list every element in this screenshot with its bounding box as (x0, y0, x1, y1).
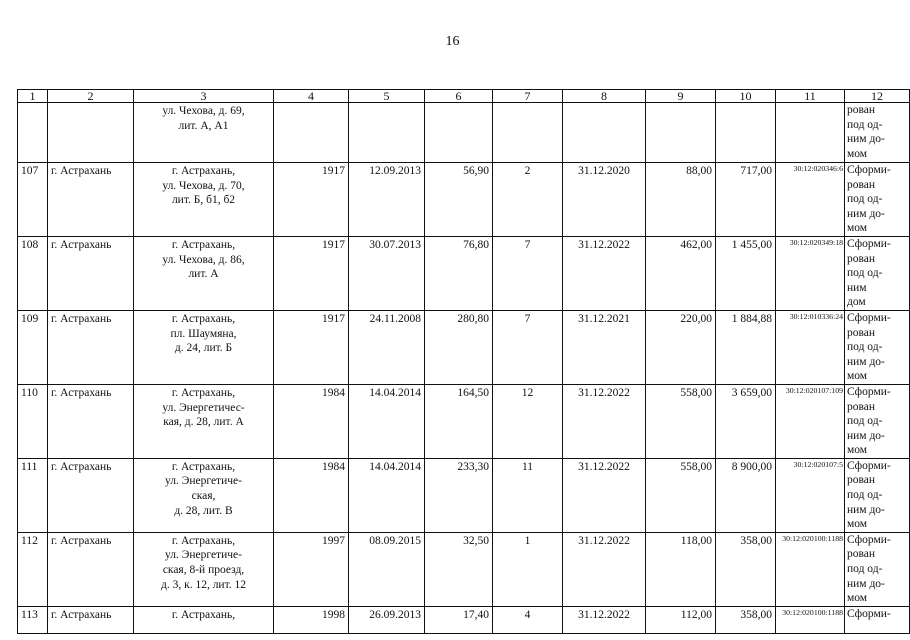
cell-date: 14.04.2014 (349, 458, 425, 532)
cell-deadline: 31.12.2022 (563, 532, 646, 606)
registry-table (17, 89, 910, 634)
cell-c9 (646, 103, 716, 163)
cell-date: 30.07.2013 (349, 236, 425, 310)
cell-line: ул. Чехова, д. 69, (162, 105, 245, 117)
cell-line: под од- (847, 118, 883, 131)
cell-city: г. Астрахань (48, 163, 134, 237)
column-header-1: 1 (18, 90, 48, 103)
cell-line: д. 3, к. 12, лит. 12 (161, 578, 246, 591)
cell-deadline: 31.12.2022 (563, 236, 646, 310)
cell-c10: 3 659,00 (716, 384, 776, 458)
cell-line: Сформи- (847, 533, 891, 546)
cell-count: 11 (493, 458, 563, 532)
cell-c10: 717,00 (716, 163, 776, 237)
cell-address (134, 310, 274, 384)
cell-line: Сформи- (847, 607, 891, 620)
cell-line: под од- (847, 267, 883, 280)
cell-cadastral: 30:12:020107:109 (776, 384, 845, 458)
cell-line: г. Астрахань, (171, 165, 236, 177)
cell-line: ним до- (847, 133, 885, 146)
cell-cadastral: 30:12:020346:6 (776, 163, 845, 237)
cell-line: под од- (847, 341, 883, 354)
cell-line: рован (847, 548, 876, 561)
column-header-11: 11 (776, 90, 845, 103)
cell-city: г. Астрахань (48, 384, 134, 458)
cell-deadline: 31.12.2022 (563, 384, 646, 458)
cell-count: 4 (493, 606, 563, 633)
cell-line: под од- (847, 415, 883, 428)
cell-note (845, 103, 910, 163)
cell-year: 1997 (274, 532, 349, 606)
cell-line: рован (847, 474, 876, 487)
cell-line: Сформи- (847, 237, 891, 250)
cell-city: г. Астрахань (48, 310, 134, 384)
column-header-7: 7 (493, 90, 563, 103)
column-header-8: 8 (563, 90, 646, 103)
cell-line: рован (847, 326, 876, 339)
cell-line: мом (847, 147, 868, 160)
cell-line: ул. Энергетиче- (165, 475, 242, 488)
cell-deadline: 31.12.2020 (563, 163, 646, 237)
cell-line: рован (847, 178, 876, 191)
cell-address (134, 103, 274, 163)
cell-year: 1917 (274, 236, 349, 310)
cell-line: ул. Энергетичес- (162, 401, 245, 414)
registry-table-wrapper (17, 89, 891, 640)
table-row (18, 236, 910, 310)
cell-c9: 118,00 (646, 532, 716, 606)
cell-line: рован (847, 252, 876, 265)
cell-num: 112 (18, 532, 48, 606)
cell-line: Сформи- (847, 385, 891, 398)
cell-cadastral (776, 103, 845, 163)
cell-c9: 558,00 (646, 458, 716, 532)
cell-line: лит. Б, б1, б2 (171, 194, 236, 207)
cell-count: 2 (493, 163, 563, 237)
cell-c10: 358,00 (716, 606, 776, 633)
cell-area (425, 103, 493, 163)
cell-line: г. Астрахань, (171, 238, 236, 251)
cell-line: ним до- (847, 503, 885, 516)
table-row (18, 103, 910, 163)
cell-line: ним до- (847, 355, 885, 368)
cell-address (134, 606, 274, 633)
table-row (18, 606, 910, 633)
cell-note (845, 606, 910, 633)
cell-line: мом (847, 444, 868, 457)
cell-line: дом (847, 296, 866, 309)
header-row (18, 90, 910, 103)
cell-line: лит. А (188, 268, 219, 281)
table-row (18, 384, 910, 458)
cell-line: г. Астрахань, (171, 386, 236, 399)
cell-c9: 112,00 (646, 606, 716, 633)
cell-line: рован (847, 104, 876, 116)
cell-c10: 8 900,00 (716, 458, 776, 532)
cell-c9: 88,00 (646, 163, 716, 237)
column-header-10: 10 (716, 90, 776, 103)
cell-address (134, 236, 274, 310)
cell-c9: 220,00 (646, 310, 716, 384)
cell-deadline: 31.12.2022 (563, 606, 646, 633)
cell-deadline: 31.12.2022 (563, 458, 646, 532)
cell-c10 (716, 103, 776, 163)
cell-count: 12 (493, 384, 563, 458)
cell-deadline (563, 103, 646, 163)
cell-area: 280,80 (425, 310, 493, 384)
cell-line: мом (847, 592, 868, 605)
cell-num: 108 (18, 236, 48, 310)
cell-year: 1998 (274, 606, 349, 633)
cell-year: 1917 (274, 163, 349, 237)
cell-num: 110 (18, 384, 48, 458)
cell-address (134, 384, 274, 458)
cell-address (134, 532, 274, 606)
cell-line: мом (847, 518, 868, 531)
table-body (18, 103, 910, 634)
cell-line: Сформи- (847, 164, 891, 176)
cell-area: 164,50 (425, 384, 493, 458)
cell-date: 14.04.2014 (349, 384, 425, 458)
column-header-4: 4 (274, 90, 349, 103)
cell-deadline: 31.12.2021 (563, 310, 646, 384)
cell-year: 1917 (274, 310, 349, 384)
cell-line: Сформи- (847, 459, 891, 472)
cell-line: г. Астрахань, (171, 608, 236, 621)
cell-note (845, 532, 910, 606)
cell-line: Сформи- (847, 311, 891, 324)
cell-date: 08.09.2015 (349, 532, 425, 606)
cell-line: под од- (847, 489, 883, 502)
cell-date (349, 103, 425, 163)
cell-line: г. Астрахань, (171, 460, 236, 473)
column-header-12: 12 (845, 90, 910, 103)
column-header-6: 6 (425, 90, 493, 103)
cell-c9: 558,00 (646, 384, 716, 458)
cell-area: 233,30 (425, 458, 493, 532)
cell-line: ская, (191, 490, 216, 503)
cell-area: 32,50 (425, 532, 493, 606)
column-header-2: 2 (48, 90, 134, 103)
cell-c10: 1 884,88 (716, 310, 776, 384)
cell-city: г. Астрахань (48, 236, 134, 310)
cell-address (134, 163, 274, 237)
cell-area: 17,40 (425, 606, 493, 633)
column-header-9: 9 (646, 90, 716, 103)
cell-line: мом (847, 222, 868, 235)
cell-line: ним (847, 281, 867, 294)
cell-cadastral: 30:12:020107:5 (776, 458, 845, 532)
cell-count: 7 (493, 310, 563, 384)
cell-line: г. Астрахань, (171, 312, 236, 325)
cell-address (134, 458, 274, 532)
cell-count: 1 (493, 532, 563, 606)
table-row (18, 163, 910, 237)
cell-note (845, 163, 910, 237)
table-row (18, 310, 910, 384)
cell-area: 56,90 (425, 163, 493, 237)
column-header-3: 3 (134, 90, 274, 103)
cell-num: 109 (18, 310, 48, 384)
cell-year (274, 103, 349, 163)
cell-num (18, 103, 48, 163)
cell-line: ул. Энергетиче- (165, 549, 242, 562)
cell-cadastral: 30:12:010336:24 (776, 310, 845, 384)
cell-cadastral: 30:12:020100:1188 (776, 606, 845, 633)
cell-count (493, 103, 563, 163)
cell-line: лит. А, А1 (178, 119, 229, 132)
cell-line: ним до- (847, 577, 885, 590)
cell-line: мом (847, 370, 868, 383)
cell-area: 76,80 (425, 236, 493, 310)
cell-cadastral: 30:12:020349:18 (776, 236, 845, 310)
cell-year: 1984 (274, 458, 349, 532)
cell-num: 107 (18, 163, 48, 237)
cell-line: ним до- (847, 429, 885, 442)
cell-count: 7 (493, 236, 563, 310)
cell-date: 24.11.2008 (349, 310, 425, 384)
cell-city: г. Астрахань (48, 532, 134, 606)
cell-line: под од- (847, 563, 883, 576)
cell-note (845, 384, 910, 458)
cell-city: г. Астрахань (48, 458, 134, 532)
cell-cadastral: 30:12:020100:1188 (776, 532, 845, 606)
cell-line: ул. Чехова, д. 70, (162, 179, 245, 192)
cell-num: 111 (18, 458, 48, 532)
cell-line: д. 24, лит. Б (174, 342, 233, 355)
cell-line: ская, 8-й проезд, (162, 564, 245, 577)
cell-note (845, 236, 910, 310)
cell-line: г. Астрахань, (171, 534, 236, 547)
cell-c10: 358,00 (716, 532, 776, 606)
cell-line: кая, д. 28, лит. А (163, 416, 244, 429)
column-header-5: 5 (349, 90, 425, 103)
cell-note (845, 310, 910, 384)
cell-line: ул. Чехова, д. 86, (162, 253, 245, 266)
page-number: 16 (445, 34, 460, 49)
cell-note (845, 458, 910, 532)
table-row (18, 532, 910, 606)
cell-date: 26.09.2013 (349, 606, 425, 633)
cell-date: 12.09.2013 (349, 163, 425, 237)
cell-line: рован (847, 400, 876, 413)
cell-num: 113 (18, 606, 48, 633)
cell-line: д. 28, лит. В (174, 504, 233, 517)
cell-c10: 1 455,00 (716, 236, 776, 310)
cell-line: пл. Шаумяна, (170, 327, 237, 340)
cell-line: ним до- (847, 207, 885, 220)
cell-year: 1984 (274, 384, 349, 458)
cell-c9: 462,00 (646, 236, 716, 310)
cell-line: под од- (847, 193, 883, 206)
cell-city (48, 103, 134, 163)
table-row (18, 458, 910, 532)
cell-city: г. Астрахань (48, 606, 134, 633)
